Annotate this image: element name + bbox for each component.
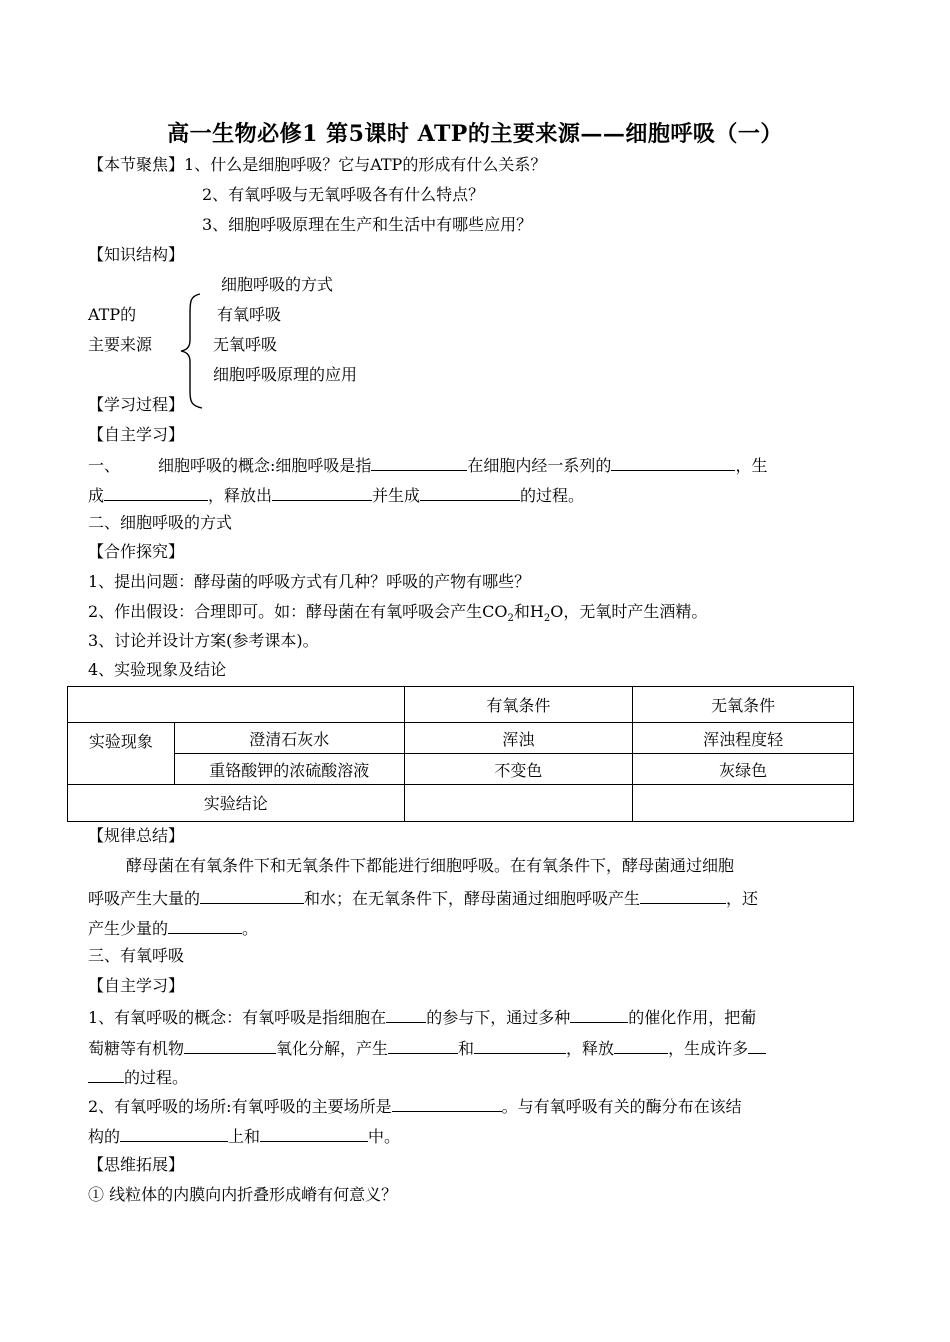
rule-text-2: 和水；在无氧条件下，酵母菌通过细胞呼吸产生 [304,889,641,908]
aerobic-concept-line-3 [88,1068,188,1086]
aero-text-5: 氧化分解，产生 [276,1039,389,1058]
expand-label: 【思维拓展】 [88,1155,185,1174]
aerobic-concept-line-1 [88,1008,756,1026]
process-label: 【学习过程】 [88,395,185,414]
site-text-1: 2、有氧呼吸的场所:有氧呼吸的主要场所是 [88,1097,392,1116]
rule-line-3 [88,919,258,937]
blank-field[interactable] [272,486,372,501]
focus-question-2: 2、有氧呼吸与无氧呼吸各有什么特点？ [202,185,485,204]
blank-field[interactable] [184,1039,276,1054]
structure-root-line1: ATP的 [88,305,137,324]
blank-field[interactable] [260,1127,368,1142]
row1-anaerobic: 浑浊程度轻 [633,723,854,754]
coop-label: 【合作探究】 [88,542,185,561]
table-row [68,723,854,754]
conclusion-anaerobic[interactable] [633,785,854,822]
subscript-2: 2 [507,613,514,625]
coop-item-4: 4、实验现象及结论 [88,660,227,679]
coop-item-2-part-3: O，无氧时产生酒精。 [550,602,708,621]
aero-text-3: 的催化作用，把葡 [628,1008,757,1027]
structure-item-3: 无氧呼吸 [213,335,278,354]
structure-item-2: 有氧呼吸 [217,305,282,324]
blank-field[interactable] [388,1039,458,1054]
site-text-2: 。与有氧呼吸有关的酶分布在该结 [501,1097,742,1116]
rule-line-1: 酵母菌在有氧条件下和无氧条件下都能进行细胞呼吸。在有氧条件下，酵母菌通过细胞 [126,856,735,875]
concept-text-1: 细胞呼吸的概念:细胞呼吸是指 [158,456,372,475]
site-text-5: 中。 [368,1127,401,1146]
aerobic-site-line-2 [88,1127,400,1145]
blank-field[interactable] [104,486,208,501]
header-anaerobic: 无氧条件 [633,687,854,723]
blank-field[interactable] [88,1068,124,1083]
aero-text-2: 的参与下，通过多种 [426,1008,571,1027]
aerobic-concept-line-2 [88,1039,766,1057]
focus-label: 【本节聚焦】 [88,155,185,174]
concept-text-7: 的过程。 [520,486,585,505]
focus-question-1: 1、什么是细胞呼吸？它与ATP的形成有什么关系？ [184,155,547,174]
aerobic-site-line-1 [88,1097,742,1115]
focus-section [88,157,546,173]
table-cell-empty [68,687,405,723]
experiment-table [67,686,854,822]
curly-brace-icon [178,292,208,410]
structure-label: 【知识结构】 [88,245,185,264]
row2-aerobic: 不变色 [404,754,633,785]
expand-question-1: ① 线粒体的内膜向内折叠形成嵴有何意义？ [88,1185,398,1204]
focus-question-3: 3、细胞呼吸原理在生产和生活中有哪些应用？ [202,215,533,234]
coop-item-2 [88,604,707,624]
rule-text-4: 产生少量的 [88,919,169,938]
row1-label: 澄清石灰水 [174,723,404,754]
blank-field[interactable] [168,919,242,934]
aero-text-1: 1、有氧呼吸的概念：有氧呼吸是指细胞在 [88,1008,387,1027]
blank-field[interactable] [640,889,726,904]
conclusion-label: 实验结论 [68,785,405,822]
section-3-heading: 三、有氧呼吸 [88,946,185,965]
coop-item-2-part-2: 和H [513,602,544,621]
blank-field[interactable] [120,1127,228,1142]
aero-text-7: ，释放 [566,1039,615,1058]
blank-field[interactable] [474,1039,566,1054]
section-2-heading: 二、细胞呼吸的方式 [88,513,233,532]
rule-label: 【规律总结】 [88,826,185,845]
row1-aerobic: 浑浊 [404,723,633,754]
blank-field[interactable] [420,486,520,501]
structure-item-1: 细胞呼吸的方式 [221,275,334,294]
concept-text-2: 在细胞内经一系列的 [467,456,612,475]
table-row [68,785,854,822]
phenomenon-label: 实验现象 [68,723,175,785]
aero-text-4: 萄糖等有机物 [88,1039,185,1058]
coop-item-2-part-1: 2、作出假设：合理即可。如：酵母菌在有氧呼吸会产生CO [88,602,508,621]
concept-text-3: ，生 [735,456,768,475]
structure-item-4: 细胞呼吸原理的应用 [213,365,358,384]
row2-anaerobic: 灰绿色 [633,754,854,785]
site-text-4: 上和 [228,1127,261,1146]
rule-text-3: ，还 [726,889,759,908]
structure-root-line2: 主要来源 [88,335,153,354]
coop-item-3: 3、讨论并设计方案(参考课本)。 [88,631,319,650]
blank-field[interactable] [386,1008,426,1023]
blank-field[interactable] [570,1008,628,1023]
rule-text-1: 呼吸产生大量的 [88,889,201,908]
concept-text-6: 并生成 [372,486,421,505]
aero-text-9: 的过程。 [124,1068,189,1087]
subscript-2: 2 [543,613,551,625]
self-study-label: 【自主学习】 [88,425,185,444]
rule-text-5: 。 [242,919,259,938]
concept-line-2 [88,486,584,504]
conclusion-aerobic[interactable] [404,785,633,822]
concept-text-4: 成 [88,486,105,505]
blank-field[interactable] [200,889,304,904]
rule-line-2 [88,889,758,907]
concept-number: 一、 [88,456,121,475]
table-row [68,687,854,723]
page-title: 高一生物必修1 第5课时 ATP的主要来源——细胞呼吸（一） [167,121,783,147]
table-row [68,754,854,785]
blank-field[interactable] [392,1097,502,1112]
row2-label: 重铬酸钾的浓硫酸溶液 [174,754,404,785]
blank-field[interactable] [748,1039,766,1054]
coop-item-1: 1、提出问题：酵母菌的呼吸方式有几种？呼吸的产物有哪些？ [88,572,531,591]
concept-text-5: ，释放出 [208,486,273,505]
aero-text-8: ，生成许多 [668,1039,749,1058]
self-study-2-label: 【自主学习】 [88,976,185,995]
blank-field[interactable] [371,456,467,471]
blank-field[interactable] [611,456,735,471]
header-aerobic: 有氧条件 [404,687,633,723]
site-text-3: 构的 [88,1127,121,1146]
concept-line-1 [88,456,767,474]
blank-field[interactable] [614,1039,668,1054]
aero-text-6: 和 [458,1039,475,1058]
